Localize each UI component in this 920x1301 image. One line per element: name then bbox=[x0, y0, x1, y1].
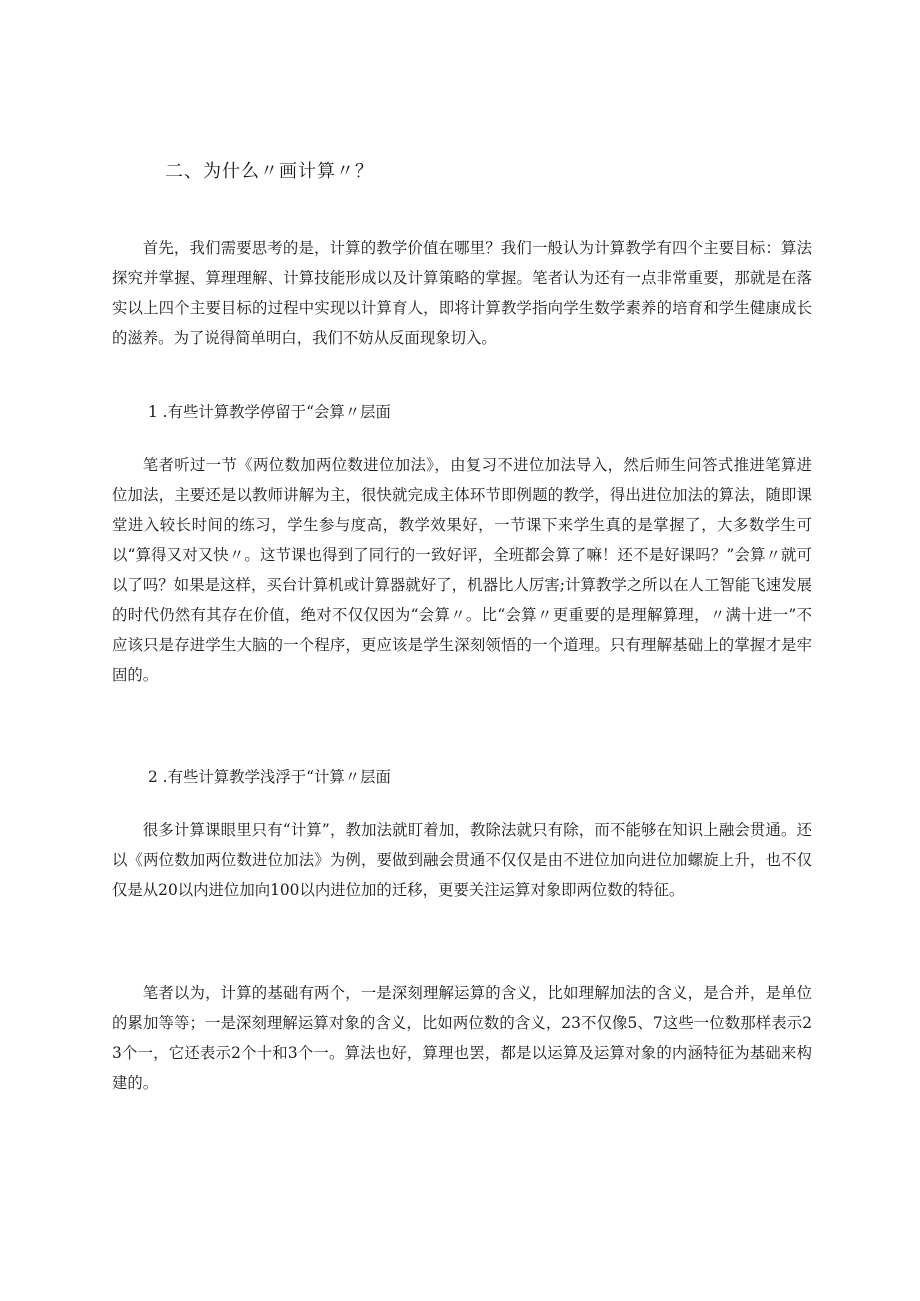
point-2-paragraph: 很多计算课眼里只有“计算”，教加法就盯着加，教除法就只有除，而不能够在知识上融会贯通。还以《两位数加两位数进位加法》为例，要做到融会贯通不仅仅是由不进位加向进位加螺旋上升，也不仅仅是从20以内进位加向100以内进位加的迁移，更要关注运算对象即两位数的特征。 bbox=[112, 821, 812, 899]
point-1-paragraph: 笔者听过一节《两位数加两位数进位加法》，由复习不进位加法导入，然后师生问答式推进笔算进位加法，主要还是以教师讲解为主，很快就完成主体环节即例题的教学，得出进位加法的算法，随即课堂进入较长时间的练习，学生参与度高，教学效果好，一节课下来学生真的是掌握了，大多数学生可以“算得又对又快〃。这节课也得到了同行的一致好评，全班都会算了嘛！还不是好课吗？”会算〃就可以了吗？如果是这样，买台计算机或计算器就好了，机器比人厉害;计算教学之所以在人工智能飞速发展的时代仍然有其存在价值，绝对不仅仅因为“会算〃。比“会算〃更重要的是理解算理，〃满十进一”不应该只是存进学生大脑的一个程序，更应该是学生深刻领悟的一个道理。只有理解基础上的掌握才是牢固的。 bbox=[112, 456, 812, 684]
subheading-point-2: 2 .有些计算教学浅浮于“计算〃层面 bbox=[148, 768, 391, 786]
intro-paragraph: 首先，我们需要思考的是，计算的教学价值在哪里？我们一般认为计算教学有四个主要目标：算法探究并掌握、算理理解、计算技能形成以及计算策略的掌握。笔者认为还有一点非常重要，那就是在落实以上四个主要目标的过程中实现以计算育人，即将计算教学指向学生数学素养的培育和学生健康成长的滋养。为了说得简单明白，我们不妨从反面现象切入。 bbox=[112, 239, 812, 347]
author-view-paragraph: 笔者以为，计算的基础有两个，一是深刻理解运算的含义，比如理解加法的含义，是合并，是单位的累加等等；一是深刻理解运算对象的含义，比如两位数的含义，23不仅像5、7这些一位数那样表示23个一，它还表示2个十和3个一。算法也好，算理也罢，都是以运算及运算对象的内涵特征为基础来构建的。 bbox=[112, 984, 812, 1092]
subheading-point-1: 1 .有些计算教学停留于“会算〃层面 bbox=[148, 403, 391, 421]
section-heading: 二、为什么〃画计算〃？ bbox=[165, 161, 374, 182]
